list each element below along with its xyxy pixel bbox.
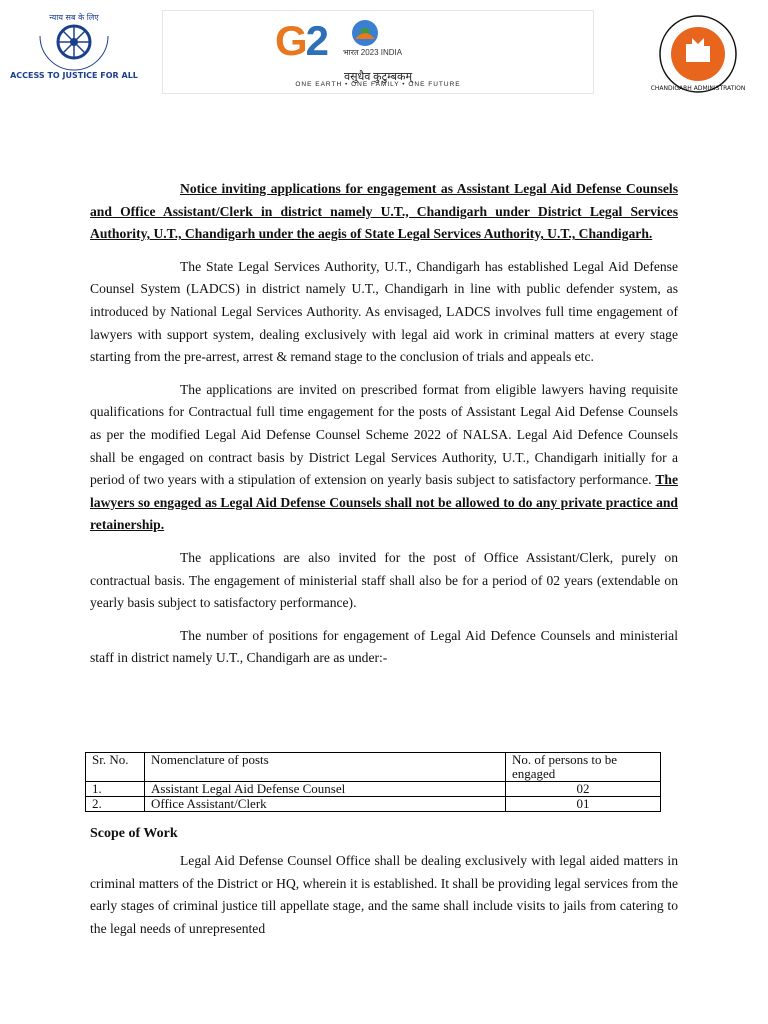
g20-sub: भारत 2023 INDIA <box>343 48 403 57</box>
scope-heading: Scope of Work <box>90 826 178 841</box>
lotus-globe-icon <box>349 17 381 49</box>
header-persons: No. of persons to be engaged <box>506 753 661 782</box>
paragraph-1: The State Legal Services Authority, U.T., Chandigarh has established Legal Aid Defense Counsel System (LADCS) in district namely U.T., Chandigarh in line with public defender system, as introduced by National Legal Services Authority. As envisaged, LADCS involves full time engagement of lawyers with support system, dealing exclusively with legal aid work in criminal matters at every stage starting from the pre-arrest, arrest & remand stage to the conclusion of trials and appeals etc. <box>90 258 678 365</box>
g20-letter-g: G <box>275 17 306 64</box>
paragraph-2-emphasis: The lawyers so engaged as Legal Aid Defense Counsels shall not be allowed to do any private practice and retainership. <box>90 472 678 533</box>
notice-title: Notice inviting applications for engagement as Assistant Legal Aid Defense Counsels and Office Assistant/Clerk in district namely U.T., Chandigarh under District Legal Services Authority, U.T., Chandigarh under the aegis of State Legal Services Authority, U.T., Chandigarh. <box>90 181 678 242</box>
header-nomenclature: Nomenclature of posts <box>145 753 506 782</box>
table-row <box>86 782 661 797</box>
notice-body <box>90 178 678 680</box>
positions-table <box>85 752 661 812</box>
g20-tagline: ONE EARTH • ONE FAMILY • ONE FUTURE <box>295 81 461 88</box>
g20-banner <box>162 10 594 94</box>
cell-post: Office Assistant/Clerk <box>145 797 506 812</box>
paragraph-2-text: The applications are invited on prescribed format from eligible lawyers having requisite qualifications for Contractual full time engagement for the posts of Assistant Legal Aid Defense Counsels as per the modified Legal Aid Defense Counsel Scheme 2022 of NALSA. Legal Aid Defence Counsels shall be engaged on contract basis by District Legal Services Authority, U.T., Chandigarh initially for a period of two years with a stipulation of extension on yearly basis subject to satisfactory performance. <box>90 381 678 488</box>
cell-sr: 1. <box>86 782 145 797</box>
chandigarh-emblem <box>652 14 748 94</box>
nalsa-hindi: न्याय सब के लिए <box>49 13 99 22</box>
cell-count: 02 <box>506 782 661 797</box>
nalsa-motto: ACCESS TO JUSTICE FOR ALL <box>10 71 138 80</box>
cell-count: 01 <box>506 797 661 812</box>
paragraph-3: The applications are also invited for the post of Office Assistant/Clerk, purely on contractual basis. The engagement of ministerial staff shall also be for a period of 02 years (extendable on yearly basis subject to satisfactory performance). <box>90 549 678 611</box>
paragraph-4: The number of positions for engagement of Legal Aid Defence Counsels and ministerial staff in district namely U.T., Chandigarh are as under:- <box>90 627 678 666</box>
g20-hindi-motto: वसुधैव कुटुम्बकम् <box>343 71 413 83</box>
scope-text: Legal Aid Defense Counsel Office shall be dealing exclusively with legal aided matters in criminal matters of the District or HQ, wherein it is established. It shall be providing legal services from the early stages of criminal justice till appellate stage, and the same shall include visits to jails from catering to the legal needs of unrepresented <box>90 853 678 936</box>
chandigarh-admin-text: CHANDIGARH ADMINISTRATION <box>650 85 746 92</box>
g20-digits: 2 <box>305 17 328 64</box>
cell-sr: 2. <box>86 797 145 812</box>
paragraph-2 <box>90 379 678 537</box>
header-sr-no: Sr. No. <box>86 753 145 782</box>
nalsa-logo <box>10 8 138 84</box>
table-header-row <box>86 753 661 782</box>
cell-post: Assistant Legal Aid Defense Counsel <box>145 782 506 797</box>
g20-mark <box>275 17 327 65</box>
table-row <box>86 797 661 812</box>
